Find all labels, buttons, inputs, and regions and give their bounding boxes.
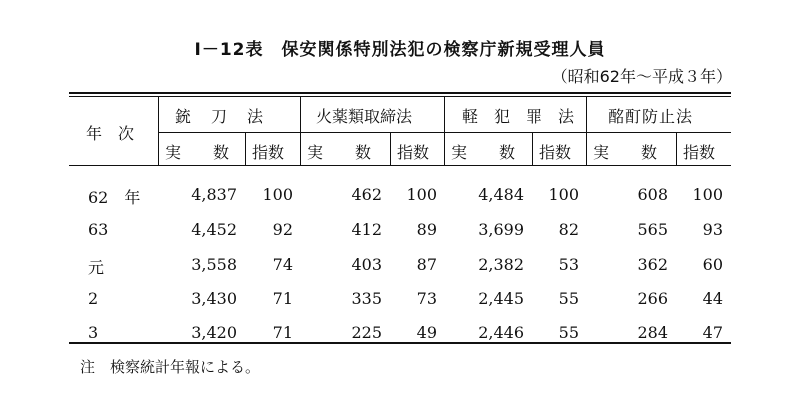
table-title: Ⅰ－12表 保安関係特別法犯の検察庁新規受理人員 [194, 40, 606, 60]
group-header: 酩酊防止法 [608, 107, 694, 126]
cell-actual: 362 [637, 255, 668, 274]
cell-actual: 608 [637, 185, 668, 204]
cell-actual: 3,420 [191, 323, 237, 342]
cell-index: 100 [406, 185, 437, 204]
sub-header-actual: 実 数 [593, 143, 658, 162]
cell-index: 100 [262, 185, 293, 204]
cell-actual: 403 [351, 255, 382, 274]
header-divider [586, 97, 587, 165]
cell-index: 92 [272, 220, 293, 239]
cell-index: 53 [558, 255, 579, 274]
sub-header-index: 指数 [539, 143, 572, 162]
row-year: 63 [88, 220, 109, 239]
cell-index: 44 [702, 289, 723, 308]
sub-divider [532, 132, 533, 165]
cell-index: 100 [548, 185, 579, 204]
cell-index: 89 [416, 220, 437, 239]
cell-actual: 3,699 [478, 220, 524, 239]
cell-actual: 2,382 [478, 255, 524, 274]
sub-header-index: 指数 [397, 143, 430, 162]
cell-index: 47 [702, 323, 723, 342]
cell-index: 82 [558, 220, 579, 239]
cell-index: 71 [272, 289, 293, 308]
table-period: （昭和62年～平成３年） [551, 67, 732, 86]
sub-header-index: 指数 [252, 143, 285, 162]
cell-index: 55 [558, 323, 579, 342]
cell-actual: 3,430 [191, 289, 237, 308]
top-rule-thin [69, 96, 731, 97]
sub-header-index: 指数 [683, 143, 716, 162]
cell-actual: 335 [351, 289, 382, 308]
sub-divider [390, 132, 391, 165]
cell-index: 87 [416, 255, 437, 274]
cell-actual: 266 [637, 289, 668, 308]
table-note: 注 検察統計年報による。 [80, 358, 261, 376]
cell-index: 55 [558, 289, 579, 308]
header-rule [69, 165, 731, 166]
bottom-rule [69, 342, 731, 344]
group-header: 銃 刀 法 [175, 107, 266, 126]
row-year: 62 年 [88, 188, 141, 207]
cell-actual: 2,445 [478, 289, 524, 308]
cell-index: 74 [272, 255, 293, 274]
group-header: 軽 犯 罪 法 [462, 107, 575, 126]
sub-header-actual: 実 数 [307, 143, 372, 162]
cell-actual: 225 [351, 323, 382, 342]
top-rule [69, 92, 731, 94]
group-underline [158, 132, 731, 133]
sub-divider [676, 132, 677, 165]
row-year: 元 [88, 258, 105, 277]
header-divider [444, 97, 445, 165]
sub-header-actual: 実 数 [451, 143, 516, 162]
cell-actual: 4,484 [478, 185, 524, 204]
cell-actual: 4,452 [191, 220, 237, 239]
sub-divider [245, 132, 246, 165]
cell-actual: 565 [637, 220, 668, 239]
header-divider [300, 97, 301, 165]
row-year: 3 [88, 323, 99, 342]
row-year: 2 [88, 289, 99, 308]
cell-index: 71 [272, 323, 293, 342]
cell-actual: 412 [351, 220, 382, 239]
cell-actual: 2,446 [478, 323, 524, 342]
cell-index: 60 [702, 255, 723, 274]
cell-actual: 462 [351, 185, 382, 204]
cell-index: 93 [702, 220, 723, 239]
cell-index: 49 [416, 323, 437, 342]
cell-actual: 3,558 [191, 255, 237, 274]
sub-header-actual: 実 数 [165, 143, 230, 162]
cell-index: 73 [416, 289, 437, 308]
cell-actual: 4,837 [191, 185, 237, 204]
header-divider [158, 97, 159, 165]
year-header: 年 次 [86, 124, 135, 143]
cell-actual: 284 [637, 323, 668, 342]
cell-index: 100 [692, 185, 723, 204]
group-header: 火薬類取締法 [316, 107, 413, 126]
